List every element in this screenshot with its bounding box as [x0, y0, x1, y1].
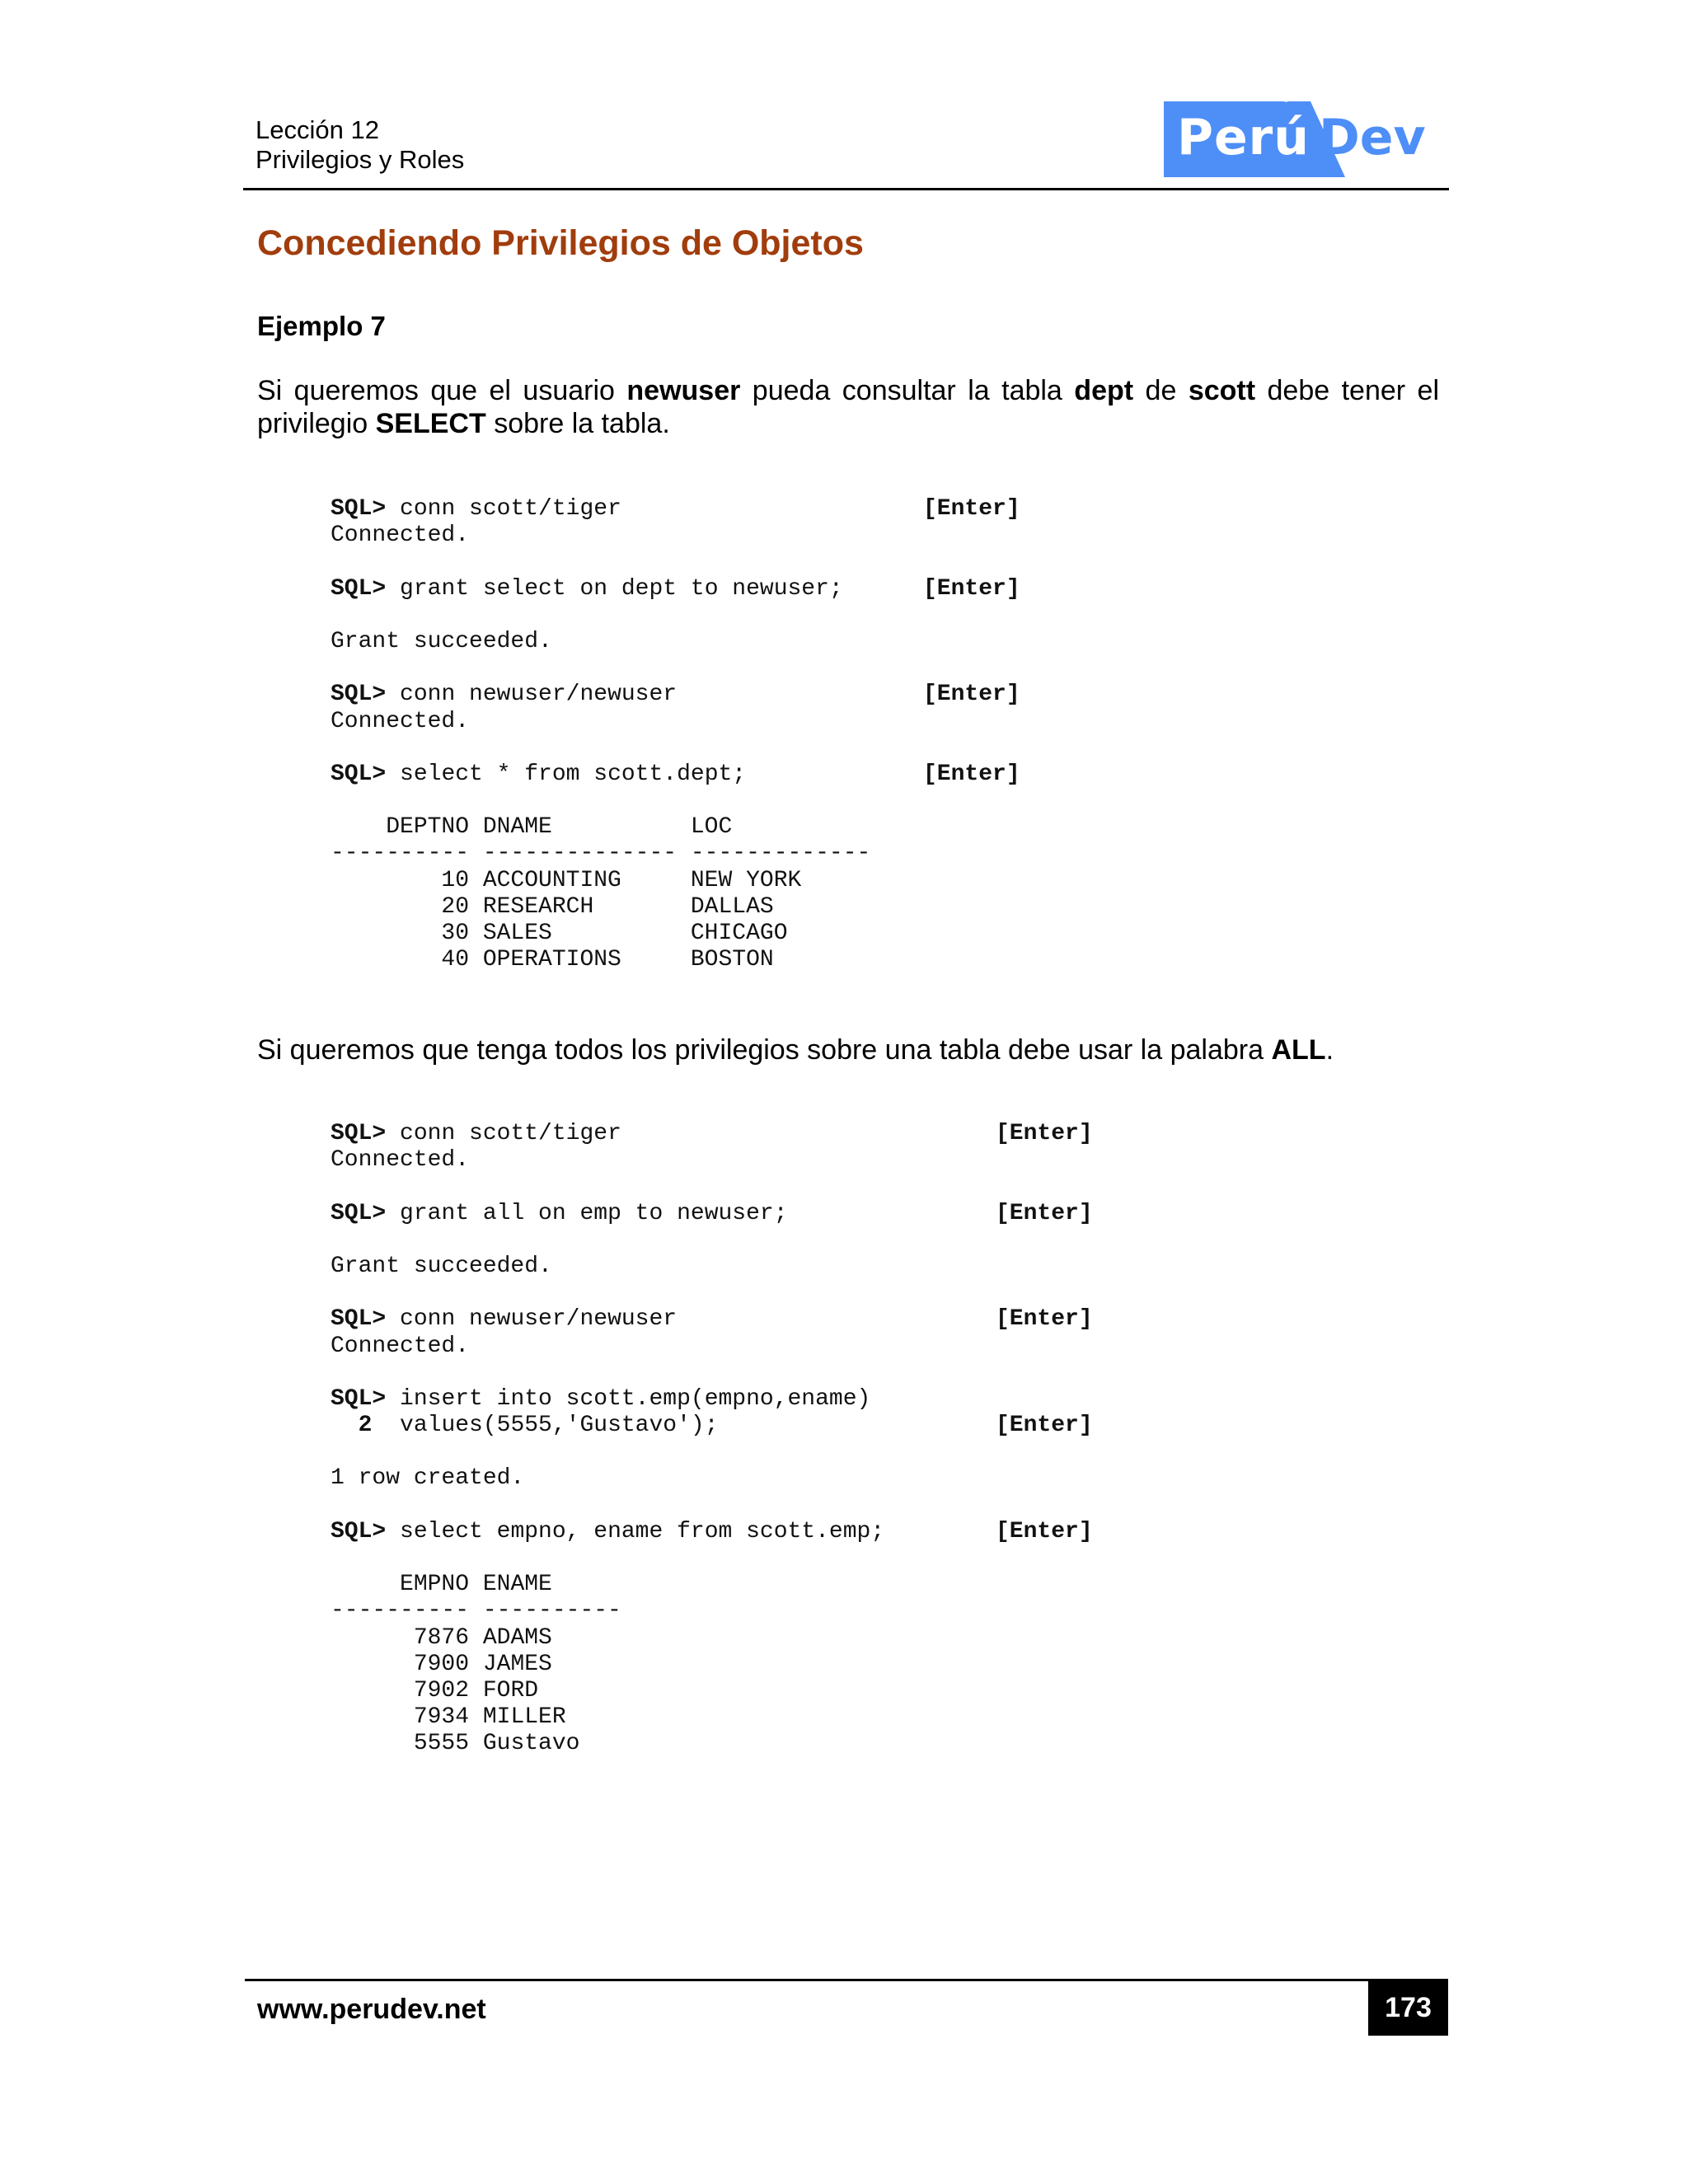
result-row: 7900 JAMES — [413, 1651, 552, 1677]
sql-code-block-2: SQL> conn scott/tiger [Enter] Connected. SQL> grant all on emp to newuser; [Enter] Grant succeeded. SQL> conn newuser/newuser [Enter] Connected. SQL> insert into scott.emp(empno,ename) 2 values(5555,'Gustavo'); [Enter] 1 row created. SQL> select empno, ename from scott.emp; [Enter] EMPNO ENAME ---------- ---------- 7876 ADAMS 7900 JAMES 7902 FORD 7934 MILLER 5555 Gustavo — [331, 1121, 1093, 1757]
logo-text-peru: Perú — [1177, 109, 1310, 166]
result-row: 5555 Gustavo — [413, 1731, 580, 1757]
example-label: Ejemplo 7 — [257, 311, 386, 341]
footer-website: www.perudev.net — [257, 1994, 486, 2025]
perudev-logo — [1164, 101, 1434, 177]
result-row: 7934 MILLER — [413, 1704, 566, 1731]
result-row: 30 SALES CHICAGO — [441, 921, 788, 946]
intro-paragraph: Si queremos que el usuario newuser pueda consultar la tabla dept de scott debe tener el privilegio SELECT sobre la tabla. — [257, 375, 1439, 439]
result-row: 10 ACCOUNTING NEW YORK — [441, 867, 802, 893]
lesson-number: Lección 12 — [256, 115, 379, 144]
sql-code-block-1: SQL> conn scott/tiger [Enter] Connected. SQL> grant select on dept to newuser; [Enter] Grant succeeded. SQL> conn newuser/newuser [Enter] Connected. SQL> select * from scott.dept; [Enter] DEPTNO DNAME LOC ---------- -------------- ------------- 10 ACCOUNTING NEW YORK 20 RESEARCH DALLAS 30 SALES CHICAGO 40 OPERATIONS BOSTON — [331, 496, 1020, 973]
result-row: 7902 FORD — [413, 1677, 539, 1704]
result-row: 40 OPERATIONS BOSTON — [441, 947, 774, 973]
footer-divider — [245, 1979, 1448, 1981]
logo-text-dev: Dev — [1319, 109, 1426, 166]
lesson-subtitle: Privilegios y Roles — [256, 145, 465, 174]
all-privileges-paragraph: Si queremos que tenga todos los privilegios sobre una tabla debe usar la palabra ALL. — [257, 1034, 1334, 1066]
result-row: 7876 ADAMS — [413, 1624, 552, 1651]
result-row: 20 RESEARCH DALLAS — [441, 893, 774, 920]
section-title: Concediendo Privilegios de Objetos — [257, 223, 864, 263]
page-number: 173 — [1368, 1980, 1448, 2036]
header-divider — [243, 188, 1449, 190]
